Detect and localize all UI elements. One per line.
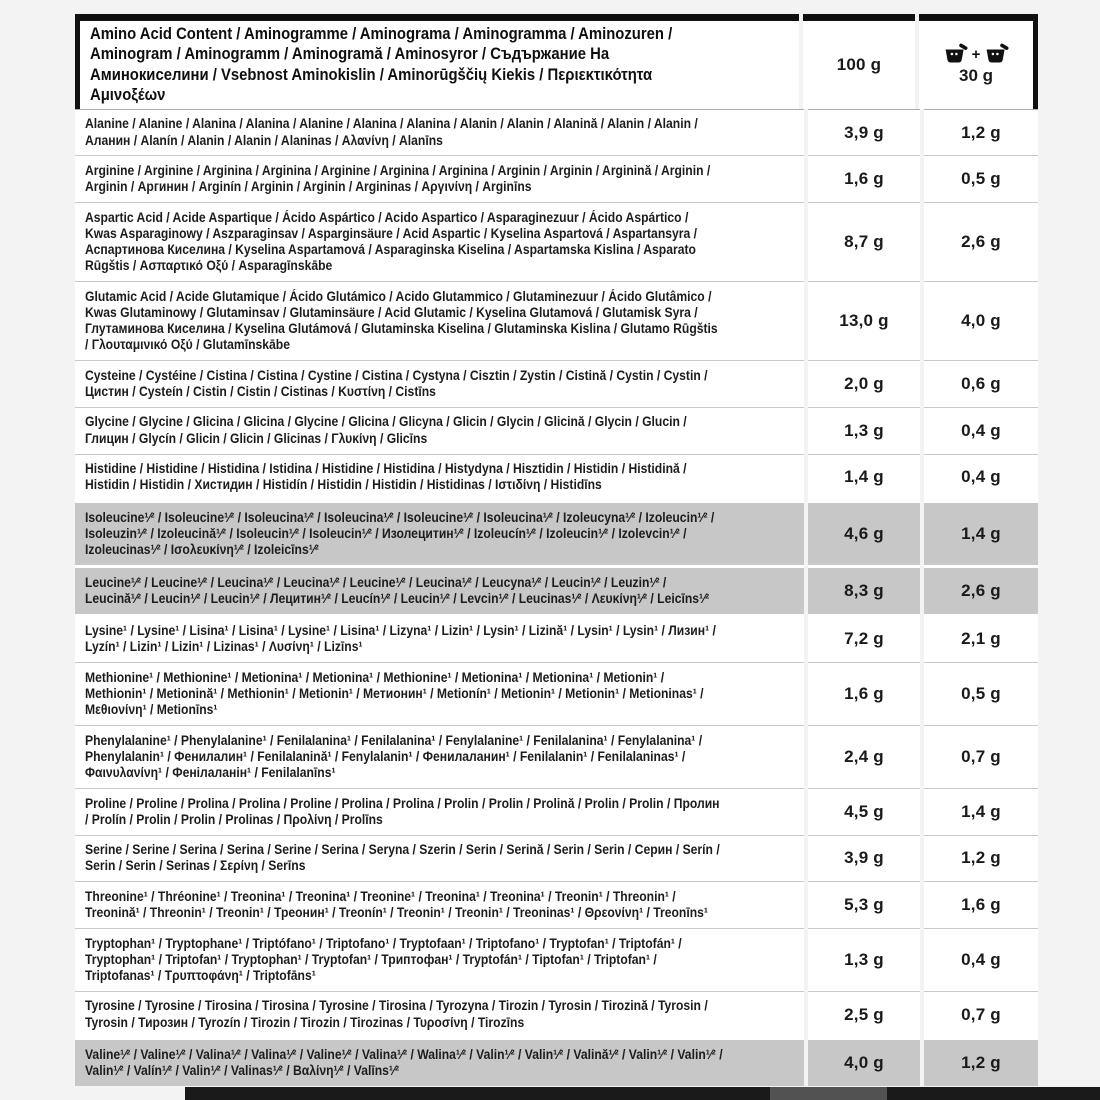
value-30g: 1,2 g bbox=[961, 122, 1001, 142]
amino-names: Leucine¹⁄² / Leucine¹⁄² / Leucina¹⁄² / Leucina¹⁄² / Leucine¹⁄² / Leucina¹⁄² / Leucyna¹⁄² / Leucin¹⁄² / Leuzin¹⁄² / Leucină¹⁄² / Leucin¹⁄² / Leucin¹⁄² / Лецитин¹⁄² / Leucín¹⁄² / Leucin¹⁄² / Levcin¹⁄² / Leucinas¹⁄² / Λευκίνη¹⁄² / Leicīns¹⁄² bbox=[85, 574, 710, 606]
value-30g: 1,2 g bbox=[961, 848, 1001, 868]
amino-name-cell bbox=[75, 202, 804, 281]
value-30g: 0,7 g bbox=[961, 1004, 1001, 1024]
amino-name-cell bbox=[75, 1037, 804, 1086]
amino-names: Proline / Proline / Prolina / Prolina / Proline / Prolina / Prolina / Prolin / Prolin / Prolină / Prolin / Prolin / Пролин / Prolín / Prolin / Prolin / Prolinas / Προλίνη / Prolīns bbox=[85, 795, 720, 827]
value-30g-cell bbox=[924, 725, 1038, 788]
value-30g: 0,4 g bbox=[961, 467, 1001, 487]
value-100g: 8,3 g bbox=[844, 580, 884, 600]
column-header-30g bbox=[919, 14, 1038, 109]
value-100g-cell bbox=[808, 155, 920, 202]
value-100g: 1,3 g bbox=[844, 949, 884, 969]
value-100g: 2,5 g bbox=[844, 1004, 884, 1024]
value-30g-cell bbox=[924, 835, 1038, 882]
scoop-icon bbox=[983, 43, 1010, 65]
amino-row bbox=[75, 565, 1038, 614]
amino-row bbox=[75, 662, 1038, 725]
value-30g-cell bbox=[924, 614, 1038, 663]
amino-row bbox=[75, 500, 1038, 565]
amino-names: Isoleucine¹⁄² / Isoleucine¹⁄² / Isoleucina¹⁄² / Isoleucina¹⁄² / Isoleucine¹⁄² / Isoleucina¹⁄² / Izoleucyna¹⁄² / Izoleucin¹⁄² / Isoleuzin¹⁄² / Izoleucină¹⁄² / Isoleucin¹⁄² / Isoleucin¹⁄² / Изолецитин¹⁄² / Izoleucín¹⁄² / Izoleucin¹⁄² / Izolevcin¹⁄² / Izoleucinas¹⁄² / Ισολευκίνη¹⁄² / Izoleicīns¹⁄² bbox=[85, 509, 715, 558]
value-30g: 2,6 g bbox=[961, 580, 1001, 600]
value-100g-cell bbox=[808, 928, 920, 991]
value-30g-cell bbox=[924, 109, 1038, 156]
amino-names: Arginine / Arginine / Arginina / Arginina / Arginine / Arginina / Arginina / Arginin / Arginin / Arginină / Arginin / Arginin / Аргинин / Arginín / Arginin / Arginin / Argininas / Αργινίνη / Arginīns bbox=[85, 163, 711, 195]
value-100g-cell bbox=[808, 725, 920, 788]
amino-names: Serine / Serine / Serina / Serina / Serine / Serina / Seryna / Szerin / Serin / Serină / Serin / Serin / Серин / Serín / Serin / Serin / Serinas / Σερίνη / Serīns bbox=[85, 842, 720, 874]
amino-name-cell bbox=[75, 991, 804, 1038]
table-title: Amino Acid Content / Aminogramme / Aminograma / Aminogramma / Aminozuren / Aminogram / Aminogramm / Aminogramă / Aminosyror / Съдържание На Аминокиселини / Vsebnost Aminokislin / Aminorūgščių Kiekis / Περιεκτικότητα Αμινοξέων bbox=[90, 25, 673, 105]
amino-name-cell bbox=[75, 500, 804, 565]
amino-row bbox=[75, 725, 1038, 788]
amino-row bbox=[75, 835, 1038, 882]
value-100g-cell bbox=[808, 788, 920, 835]
value-100g: 1,6 g bbox=[844, 169, 884, 189]
value-100g: 4,6 g bbox=[844, 524, 884, 544]
value-30g-cell bbox=[924, 500, 1038, 565]
amino-row bbox=[75, 407, 1038, 454]
value-100g: 5,3 g bbox=[844, 895, 884, 915]
amino-row bbox=[75, 788, 1038, 835]
value-30g: 1,6 g bbox=[961, 895, 1001, 915]
value-100g: 4,5 g bbox=[844, 801, 884, 821]
amino-name-cell bbox=[75, 281, 804, 360]
amino-names: Valine¹⁄² / Valine¹⁄² / Valina¹⁄² / Valina¹⁄² / Valine¹⁄² / Valina¹⁄² / Walina¹⁄² / Valin¹⁄² / Valin¹⁄² / Valină¹⁄² / Valin¹⁄² / Valin¹⁄² / Valin¹⁄² / Valín¹⁄² / Valin¹⁄² / Valinas¹⁄² / Βαλίνη¹⁄² / Valīns¹⁄² bbox=[85, 1047, 723, 1079]
amino-name-cell bbox=[75, 725, 804, 788]
packaging-edge-bar-segment bbox=[770, 1087, 887, 1100]
amino-row bbox=[75, 202, 1038, 281]
value-100g-cell bbox=[808, 881, 920, 928]
value-100g: 3,9 g bbox=[844, 122, 884, 142]
value-30g-cell bbox=[924, 360, 1038, 407]
amino-row bbox=[75, 109, 1038, 156]
scoop-icon bbox=[942, 43, 969, 65]
value-30g-cell bbox=[924, 881, 1038, 928]
amino-names: Histidine / Histidine / Histidina / Istidina / Histidine / Histidina / Histydyna / Hisztidin / Histidin / Histidină / Histidin / Histidin / Хистидин / Histidín / Histidin / Histidin / Histidinas / Ιστιδίνη / Histidīns bbox=[85, 461, 687, 493]
amino-name-cell bbox=[75, 109, 804, 156]
value-100g: 1,4 g bbox=[844, 467, 884, 487]
value-30g-cell bbox=[924, 202, 1038, 281]
value-30g-cell bbox=[924, 928, 1038, 991]
amino-name-cell bbox=[75, 881, 804, 928]
amino-row bbox=[75, 155, 1038, 202]
value-100g: 2,0 g bbox=[844, 374, 884, 394]
column-header-100g-label: 100 g bbox=[836, 54, 882, 74]
scoops-row bbox=[942, 43, 1011, 65]
value-100g-cell bbox=[808, 109, 920, 156]
value-100g: 7,2 g bbox=[844, 629, 884, 649]
amino-row bbox=[75, 928, 1038, 991]
value-100g: 3,9 g bbox=[844, 848, 884, 868]
amino-name-cell bbox=[75, 788, 804, 835]
value-100g-cell bbox=[808, 835, 920, 882]
amino-name-cell bbox=[75, 835, 804, 882]
amino-names: Alanine / Alanine / Alanina / Alanina / Alanine / Alanina / Alanina / Alanin / Alanin / Alanină / Alanin / Alanin / Аланин / Alanín / Alanin / Alanin / Alaninas / Αλανίνη / Alanīns bbox=[85, 116, 698, 148]
value-30g-cell bbox=[924, 155, 1038, 202]
value-100g-cell bbox=[808, 614, 920, 663]
value-30g-cell bbox=[924, 1037, 1038, 1086]
amino-name-cell bbox=[75, 155, 804, 202]
column-header-100g bbox=[803, 14, 915, 109]
amino-row bbox=[75, 614, 1038, 663]
value-30g: 0,5 g bbox=[961, 169, 1001, 189]
amino-row bbox=[75, 281, 1038, 360]
amino-names: Tryptophan¹ / Tryptophane¹ / Triptófano¹ / Triptofano¹ / Tryptofaan¹ / Triptofano¹ / Tryptofan¹ / Triptofán¹ / Tryptophan¹ / Triptofan¹ / Tryptophan¹ / Tryptofan¹ / Триптофан¹ / Tryptofán¹ / Tiptofan¹ / Triptofan¹ / Triptofanas¹ / Τρυπτοφάνη¹ / Triptofāns¹ bbox=[85, 935, 682, 983]
value-30g-cell bbox=[924, 281, 1038, 360]
value-100g-cell bbox=[808, 202, 920, 281]
value-30g-cell bbox=[924, 565, 1038, 614]
value-100g-cell bbox=[808, 991, 920, 1038]
value-100g-cell bbox=[808, 360, 920, 407]
amino-names: Tyrosine / Tyrosine / Tirosina / Tirosina / Tyrosine / Tirosina / Tyrozyna / Tirozin / Tyrosin / Tirozină / Tyrosin / Tyrosin / Тирозин / Tyrozín / Tirozin / Tirozin / Tirozinas / Τυροσίνη / Tirozīns bbox=[85, 998, 708, 1030]
value-30g-cell bbox=[924, 788, 1038, 835]
value-30g-cell bbox=[924, 407, 1038, 454]
packaging-edge-bar bbox=[185, 1087, 1100, 1100]
amino-row bbox=[75, 1037, 1038, 1086]
amino-names: Cysteine / Cystéine / Cistina / Cistina / Cystine / Cistina / Cystyna / Cisztin / Zystin / Cistină / Cystin / Cystin / Цистин / Cysteín / Cistin / Cistin / Cistinas / Κυστίνη / Cistīns bbox=[85, 367, 708, 400]
value-30g: 2,1 g bbox=[961, 629, 1001, 649]
table-title-cell bbox=[75, 14, 799, 109]
amino-names: Phenylalanine¹ / Phenylalanine¹ / Fenilalanina¹ / Fenilalanina¹ / Fenylalanine¹ / Fenilalanina¹ / Fenylalanina¹ / Phenylalanin¹ / Фенилалин¹ / Fenilalanină¹ / Fenylalanin¹ / Фенилаланин¹ / Fenilalanin¹ / Fenilalaninas¹ / Φαινυλανίνη¹ / Фенілаланін¹ / Fenilalanīns¹ bbox=[85, 732, 703, 781]
value-100g-cell bbox=[808, 662, 920, 725]
amino-names: Threonine¹ / Thréonine¹ / Treonina¹ / Treonina¹ / Treonine¹ / Treonina¹ / Treonina¹ / Treonin¹ / Threonin¹ / Treonină¹ / Threonin¹ / Treonin¹ / Треонин¹ / Treonín¹ / Treonin¹ / Treonin¹ / Treoninas¹ / Θρεονίνη¹ / Treonīns¹ bbox=[85, 888, 708, 921]
value-30g: 4,0 g bbox=[961, 311, 1001, 331]
amino-name-cell bbox=[75, 407, 804, 454]
amino-name-cell bbox=[75, 360, 804, 407]
value-30g: 1,4 g bbox=[961, 801, 1001, 821]
value-30g: 0,7 g bbox=[961, 747, 1001, 767]
amino-name-cell bbox=[75, 928, 804, 991]
value-100g-cell bbox=[808, 407, 920, 454]
value-100g-cell bbox=[808, 281, 920, 360]
amino-name-cell bbox=[75, 614, 804, 663]
amino-row bbox=[75, 360, 1038, 407]
value-100g: 2,4 g bbox=[844, 747, 884, 767]
amino-acid-table bbox=[75, 14, 1038, 1086]
amino-names: Lysine¹ / Lysine¹ / Lisina¹ / Lisina¹ / Lysine¹ / Lisina¹ / Lizyna¹ / Lizin¹ / Lysin¹ / Lizină¹ / Lysin¹ / Lysin¹ / Лизин¹ / Lyzín¹ / Lizin¹ / Lizin¹ / Lizinas¹ / Λυσίνη¹ / Lizīns¹ bbox=[85, 623, 716, 655]
value-30g-cell bbox=[924, 454, 1038, 501]
value-30g-cell bbox=[924, 662, 1038, 725]
value-100g-cell bbox=[808, 565, 920, 614]
value-30g: 2,6 g bbox=[961, 232, 1001, 252]
plus-sign: + bbox=[971, 45, 981, 63]
amino-names: Methionine¹ / Methionine¹ / Metionina¹ / Metionina¹ / Methionine¹ / Metionina¹ / Metionina¹ / Metionin¹ / Methionin¹ / Metionină¹ / Methionin¹ / Metionin¹ / Метионин¹ / Metionín¹ / Metionin¹ / Metionin¹ / Metioninas¹ / Μεθιονίνη¹ / Metionīns¹ bbox=[85, 669, 704, 718]
value-100g-cell bbox=[808, 454, 920, 501]
value-100g: 4,0 g bbox=[844, 1053, 884, 1073]
value-100g: 1,6 g bbox=[844, 684, 884, 704]
value-30g: 0,4 g bbox=[961, 420, 1001, 440]
value-30g: 0,5 g bbox=[961, 684, 1001, 704]
amino-names: Glycine / Glycine / Glicina / Glicina / Glycine / Glicina / Glicyna / Glicin / Glycin / Glicină / Glycin / Glucin / Глицин / Glycín / Glicin / Glicin / Glicinas / Γλυκίνη / Glicīns bbox=[85, 414, 687, 446]
value-100g: 13,0 g bbox=[839, 311, 889, 331]
value-100g-cell bbox=[808, 1037, 920, 1086]
amino-name-cell bbox=[75, 454, 804, 501]
value-30g: 0,6 g bbox=[961, 374, 1001, 394]
value-30g: 1,2 g bbox=[961, 1053, 1001, 1073]
amino-names: Glutamic Acid / Acide Glutamique / Ácido Glutámico / Acido Glutammico / Glutaminezuur / Ácido Glutâmico / Kwas Glutaminowy / Glutaminsav / Glutaminsäure / Acid Glutamic / Kyselina Glutamová / Glutamisk Syra / Глутаминова Киселина / Kyselina Glutámová / Glutaminska Kiselina / Glutaminska Kislina / Glutamo Rūgštis / Γλουταμινικό Οξύ / Glutamīnskābe bbox=[85, 288, 718, 353]
amino-row bbox=[75, 454, 1038, 501]
value-30g: 1,4 g bbox=[961, 524, 1001, 544]
value-100g: 1,3 g bbox=[844, 420, 884, 440]
value-30g-cell bbox=[924, 991, 1038, 1038]
table-header-row bbox=[75, 14, 1038, 109]
value-100g-cell bbox=[808, 500, 920, 565]
amino-name-cell bbox=[75, 565, 804, 614]
amino-name-cell bbox=[75, 662, 804, 725]
column-header-30g-label: 30 g bbox=[958, 66, 994, 86]
value-100g: 8,7 g bbox=[844, 232, 884, 252]
value-30g: 0,4 g bbox=[961, 949, 1001, 969]
amino-row bbox=[75, 991, 1038, 1038]
amino-names: Aspartic Acid / Acide Aspartique / Ácido Aspártico / Acido Aspartico / Asparaginezuur / Ácido Aspártico / Kwas Asparaginowy / Aszparaginsav / Asparginsäure / Acid Aspartic / Kyselina Aspartová / Aspartansyra / Аспартинова Киселина / Kyselina Aspartamová / Asparaginska Kiselina / Aspartamska Kislina / Asparato Rūgštis / Ασπαρτικό Οξύ / Asparagīnskābe bbox=[85, 209, 697, 274]
amino-row bbox=[75, 881, 1038, 928]
